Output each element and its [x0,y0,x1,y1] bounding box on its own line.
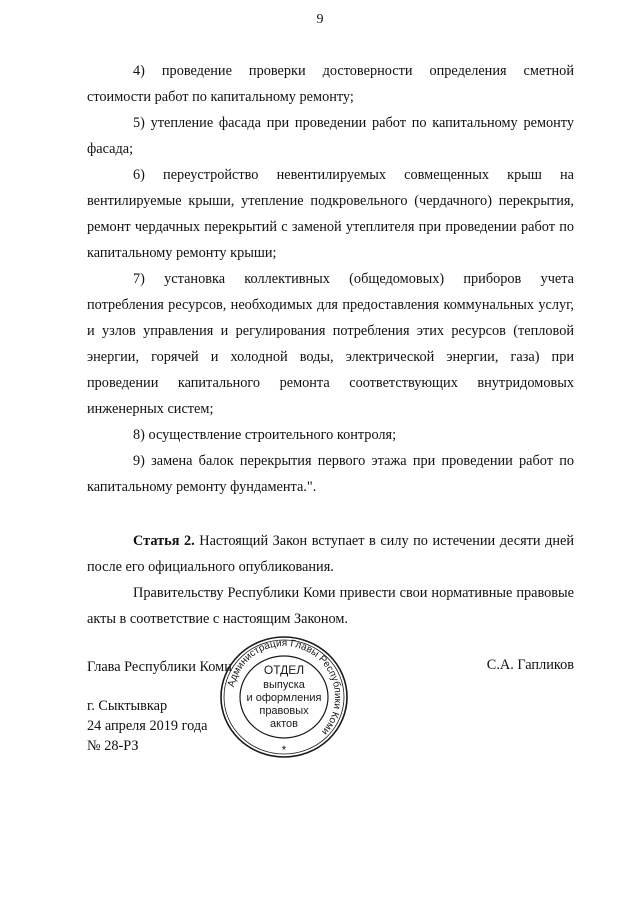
page-number: 9 [316,12,324,27]
article-2 [87,528,574,580]
article-label: Статья 2. [133,533,195,549]
stamp-star: * [281,743,287,757]
body-text [87,58,574,632]
list-item-6: 6) переустройство невентилируемых совмещенных крыш на вентилируемые крыши, утепление подкровельного (чердачного) перекрытия, ремонт чердачных перекрытий с заменой утеплителя при проведении работ по капитальному ремонту крыши; [87,167,574,261]
stamp-line-3: и оформления [246,692,322,704]
stamp-line-1: ОТДЕЛ [263,663,305,677]
list-item-5: 5) утепление фасада при проведении работ по капитальному ремонту фасада; [87,115,574,157]
signature-block [87,696,208,756]
official-stamp [218,634,350,760]
stamp-ring-text: Администрация Главы Республики Коми [226,637,344,737]
city: г. Сыктывкар [87,698,168,714]
list-item-8: 8) осуществление строительного контроля; [133,427,397,443]
government-paragraph: Правительству Республики Коми привести свои нормативные правовые акты в соответствие с настоящим Законом. [87,585,574,627]
article-text: Настоящий Закон вступает в силу по истечении десяти дней после его официального опубликования. [87,533,575,575]
list-item-7: 7) установка коллективных (общедомовых) приборов учета потребления ресурсов, необходимых для предоставления коммунальных услуг, и узлов управления и регулирования потребления этих ресурсов (тепловой энергии, горячей и холодной воды, электрической энергии, газа) при проведении капитального ремонта соответствующих внутридомовых инженерных систем; [87,271,574,417]
signature-title: Глава Республики Коми [87,659,232,675]
stamp-line-4: правовых [259,705,309,717]
law-number: № 28-РЗ [87,738,139,754]
date: 24 апреля 2019 года [87,718,208,734]
list-item-4: 4) проведение проверки достоверности определения сметной стоимости работ по капитальному ремонту; [87,63,574,105]
list-item-9: 9) замена балок перекрытия первого этажа при проведении работ по капитальному ремонту фундамента.". [87,453,574,495]
stamp-line-5: актов [270,718,298,730]
stamp-line-2: выпуска [263,679,305,691]
signature-name: С.А. Гапликов [486,657,574,673]
